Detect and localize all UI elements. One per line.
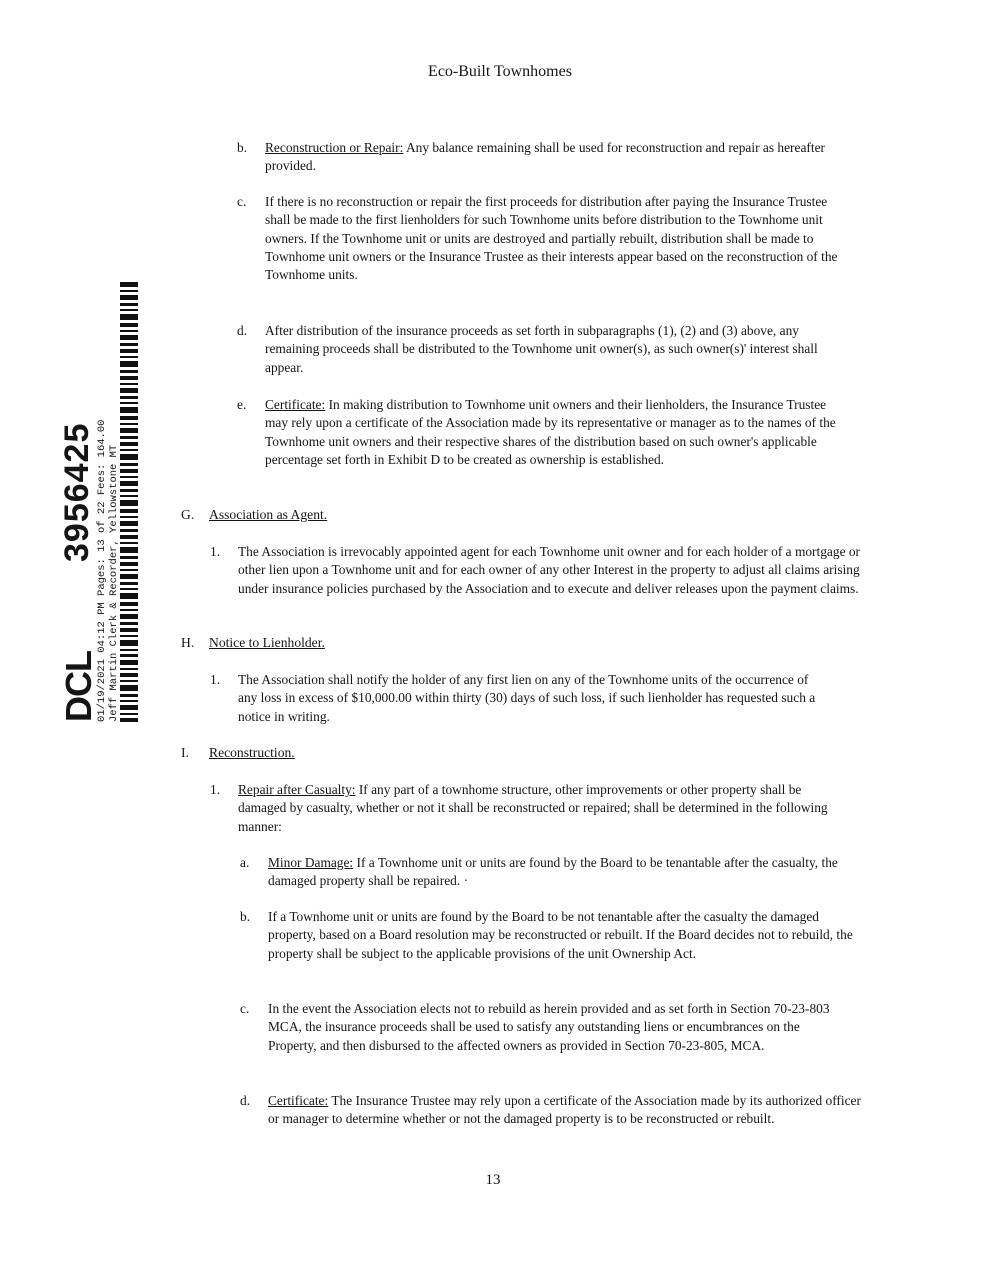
item-marker: e.: [237, 397, 247, 412]
stamp-document-number: 3956425: [58, 422, 96, 562]
list-item: [240, 1092, 862, 1129]
list-item: [240, 854, 862, 891]
item-text: If a Townhome unit or units are found by the Board to be tenantable after the casualty, the damaged property shall be repaired. ·: [268, 855, 838, 889]
item-text: If a Townhome unit or units are found by the Board to be not tenantable after the casualty the damaged property, based on a Board resolution may be reconstructed or rebuilt. If the Board decides not to rebuild, the property shall be subject to the applicable provisions of the unit Ownership Act.: [268, 909, 853, 961]
item-marker: b.: [240, 909, 251, 924]
item-marker: b.: [237, 140, 248, 155]
list-item: [210, 543, 864, 598]
item-marker: c.: [237, 194, 247, 209]
list-item: [210, 671, 830, 726]
item-label: Reconstruction or Repair:: [265, 140, 404, 155]
item-text: The Association shall notify the holder of any first lien on any of the Townhome units of the occurrence of any loss in excess of $10,000.00 within thirty (30) days of such loss, if such lienholder has requested such a notice in writing.: [238, 672, 816, 724]
item-text: Any balance remaining shall be used for reconstruction and repair as hereafter provided.: [265, 140, 825, 174]
list-item: [240, 908, 862, 963]
section-marker: G.: [181, 507, 195, 522]
item-marker: 1.: [210, 672, 221, 687]
item-label: Repair after Casualty:: [238, 782, 356, 797]
section-marker: I.: [181, 745, 189, 760]
item-text: If there is no reconstruction or repair the first proceeds for distribution after paying the Insurance Trustee shall be made to the first lienholders for such Townhome units before distribution to the Townhome unit owners. If the Townhome unit or units are destroyed and partially rebuilt, distribution shall be made to Townhome unit owners or the Insurance Trustee as their interests appear based on the reconstruction of the Townhome units.: [265, 194, 838, 283]
section-marker: H.: [181, 635, 195, 650]
item-marker: 1.: [210, 544, 221, 559]
item-label: Certificate:: [268, 1093, 329, 1108]
item-marker: 1.: [210, 782, 221, 797]
item-text: If any part of a townhome structure, other improvements or other property shall be damaged by casualty, whether or not it shall be reconstructed or repaired; shall be determined in the following manner:: [238, 782, 828, 834]
item-text: After distribution of the insurance proceeds as set forth in subparagraphs (1), (2) and (3) above, any remaining proceeds shall be distributed to the Townhome unit owner(s), as such owner(s)' interest shall appear.: [265, 323, 818, 375]
page-number: 13: [485, 1172, 501, 1188]
section-title: Reconstruction.: [209, 745, 295, 760]
stamp-label: DCL: [58, 651, 99, 722]
stamp-recorder-info: Jeff Martin Clerk & Recorder, Yellowstone MT: [108, 444, 120, 722]
list-item: [237, 396, 840, 469]
item-marker: d.: [237, 323, 248, 338]
item-text: The Association is irrevocably appointed agent for each Townhome unit owner and for each holder of a mortgage or other lien upon a Townhome unit and for each owner of any other Interest in the property to adjust all claims arising under insurance policies purchased by the Association and to execute and deliver releases upon the payment claims.: [238, 544, 861, 596]
section-title: Association as Agent.: [209, 507, 328, 522]
recorder-stamp: [58, 282, 148, 722]
item-marker: d.: [240, 1093, 251, 1108]
item-marker: a.: [240, 855, 250, 870]
item-text: The Insurance Trustee may rely upon a certificate of the Association made by its authorized officer or manager to determine whether or not the damaged property is to be reconstructed or rebuilt.: [268, 1093, 861, 1127]
list-item: [240, 1000, 840, 1055]
stamp-recording-info: 01/19/2021 04:12 PM Pages: 13 of 22 Fees: 164.00: [96, 419, 108, 722]
item-marker: c.: [240, 1001, 250, 1016]
list-item: [237, 322, 840, 377]
barcode-graphic: [120, 282, 138, 722]
list-item: [210, 781, 850, 836]
item-label: Minor Damage:: [268, 855, 354, 870]
page-header-title: Eco-Built Townhomes: [428, 63, 572, 80]
item-label: Certificate:: [265, 397, 326, 412]
item-text: In making distribution to Townhome unit owners and their lienholders, the Insurance Trustee may rely upon a certificate of the Association made by its representative or manager as to the names of the Townhome unit owners and their respective shares of the distribution based on such owner's applicable percentage set forth in Exhibit D to be created as ownership is established.: [265, 397, 836, 467]
list-item: [237, 193, 840, 284]
list-item: [237, 139, 840, 176]
section-title: Notice to Lienholder.: [209, 635, 325, 650]
item-text: In the event the Association elects not to rebuild as herein provided and as set forth in Section 70-23-803 MCA, the insurance proceeds shall be used to satisfy any outstanding liens or encumbrances on the Property, and then disbursed to the affected owners as provided in Section 70-23-805, MCA.: [268, 1001, 830, 1053]
